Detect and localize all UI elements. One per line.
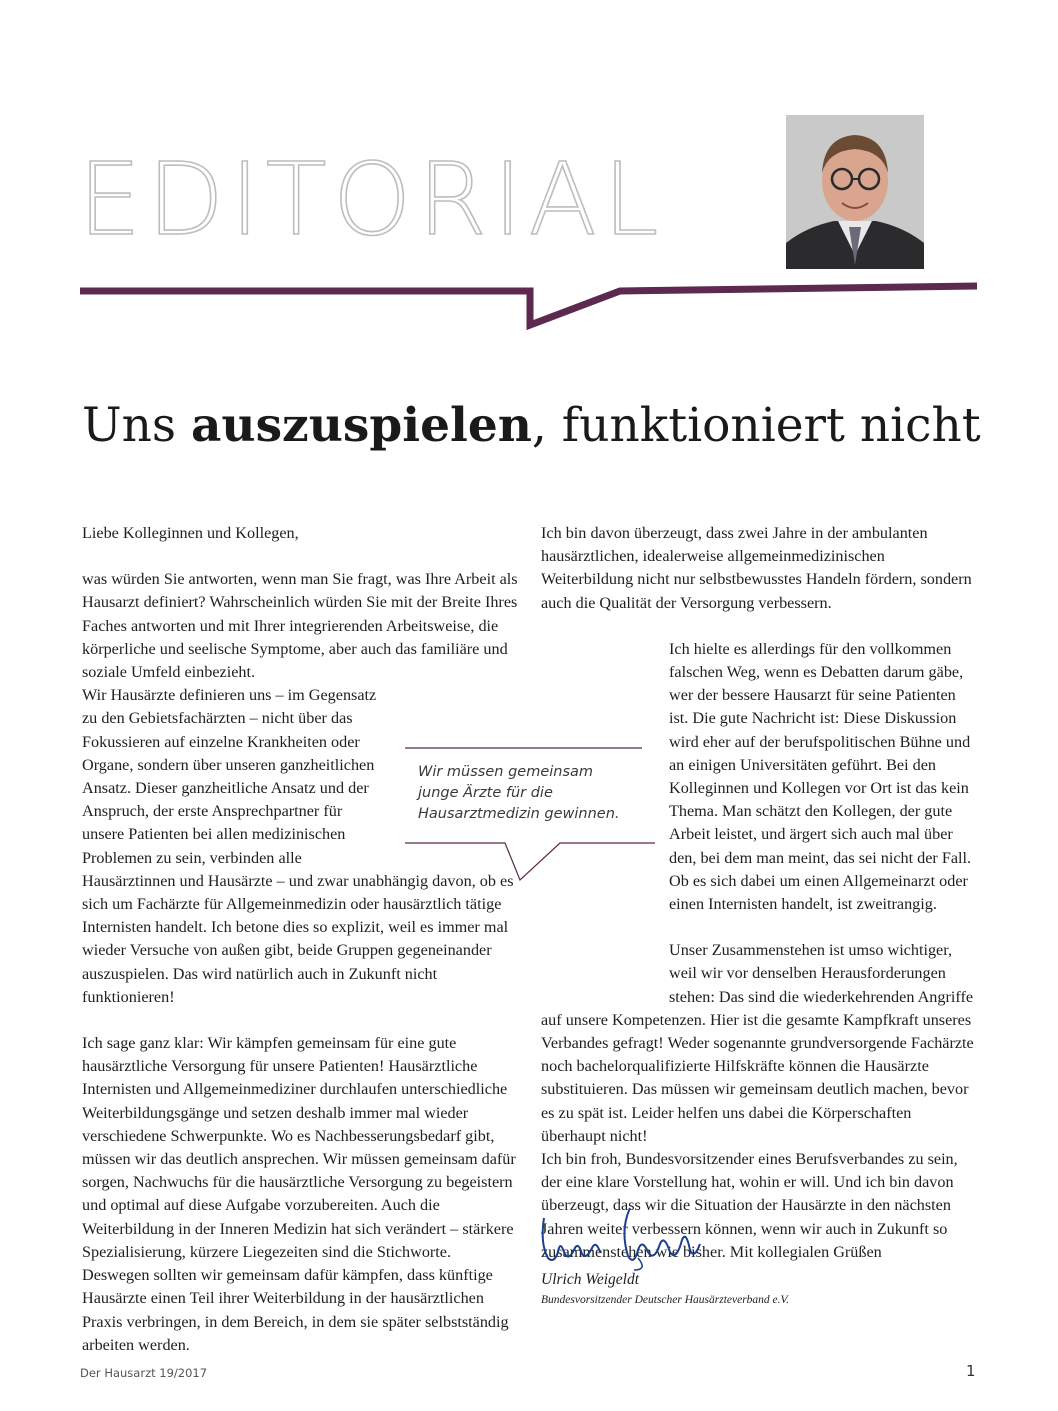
page-number: 1 xyxy=(966,1362,976,1380)
pull-quote-spacer xyxy=(541,847,669,997)
right-column xyxy=(541,522,977,1264)
paragraph: Ich hielte es allerdings für den vollkommen falschen Weg, wenn es Debatten darum gäbe, wer der bessere Hausarzt für seine Patienten ist. Die gute Nachricht ist: Diese Diskussion wird eher auf der berufspolitischen Bühne und an einigen Universitäten geführt. Bei den Kolleginnen und Kollegen vor Ort ist das kein Thema. Man schätzt den Kollegen, der gute Arbeit leistet, und ärgert sich auch mal über den, bei dem man meint, das sei nicht der Fall. Ob es sich dabei um einen Allgemeinarzt oder einen Internisten handelt, ist zweitrangig. xyxy=(541,638,977,916)
paragraph: Unser Zusammenstehen ist umso wichtiger, weil wir vor denselben Herausforderungen stehen: Das sind die wiederkehrenden Angriffe auf unsere Kompetenzen. Hier ist die gesamte Kampfkraft unseres Verbandes gefragt! Weder sogenannte grundversorgende Fachärzte noch bachelorqualifizierte Hilfskräfte können die Hausärzte substituieren. Das müssen wir gemeinsam deutlich machen, bevor es zu spät ist. Leider helfen uns dabei die Körperschaften überhaupt nicht! xyxy=(541,941,974,1145)
paragraph: Ich sage ganz klar: Wir kämpfen gemeinsam für eine gute hausärztliche Versorgung für unsere Patienten! Hausärztliche Internisten und Allgemeinmediziner durchlaufen unterschiedliche Weiterbildungsgänge und setzen deshalb immer mal wieder verschiedene Schwerpunkte. Wo es Nachbesserungsbedarf gibt, müssen wir das deutlich ansprechen. Wir müssen gemeinsam dafür sorgen, Nachwuchs für die hausärztliche Versorgung zu begeistern und optimal auf diese Aufgabe vorzubereiten. Auch die Weiterbildung in der Inneren Medizin hat sich verändert – stärkere Spezialisierung, kürzere Liegezeiten sind die Stichworte. Deswegen sollten wir gemeinsam dafür kämpfen, dass künftige Hausärzte einen Teil ihrer Weiterbildung in der hausärztlichen Praxis verbringen, in dem Bereich, in dem sie später selbstständig arbeiten werden. xyxy=(82,1034,516,1354)
section-kicker: EDITORIAL xyxy=(78,141,665,258)
footer-publication: Der Hausarzt 19/2017 xyxy=(80,1366,208,1380)
paragraph: Liebe Kolleginnen und Kollegen, xyxy=(82,524,299,542)
pull-quote: Wir müssen gemeinsam junge Ärzte für die Hausarztmedizin gewinnen. xyxy=(418,764,620,822)
paragraph: Wir Hausärzte definieren uns – im Gegensatz zu den Gebietsfachärzten – nicht über das Fokussieren auf einzelne Krankheiten oder Organe, sondern über unseren ganzheitlichen Ansatz. Dieser ganzheitliche Ansatz und der Anspruch, der erste Ansprechpartner für unsere Patienten bei allen medizinischen Problemen zu sein, verbinden alle Hausärztinnen und Hausärzte – und zwar unabhängig davon, ob es sich um Fachärzte für Allgemeinmedizin oder hausärztlich tätige Internisten handelt. Ich betone dies so explizit, weil es immer mal wieder Versuche von außen gibt, beide Gruppen gegeneinander auszuspielen. Das wird natürlich auch in Zukunft nicht funktionieren! xyxy=(82,684,518,1009)
headline: Uns auszuspielen, funktioniert nicht xyxy=(82,398,981,453)
paragraph: Ich bin froh, Bundesvorsitzender eines Berufsverbandes zu sein, der eine klare Vorstellung hat, wohin er will. Und ich bin davon überzeugt, dass wir die Situation der Hausärzte in den nächsten Jahren weiter verbessern können, wenn wir auch in Zukunft so zusammenstehen wie bisher. Mit kollegialen Grüßen xyxy=(541,1150,958,1261)
paragraph: was würden Sie antworten, wenn man Sie fragt, was Ihre Arbeit als Hausarzt definiert? Wahrscheinlich würden Sie mit der Breite Ihres Faches antworten und mit Ihrer integrierenden Arbeitsweise, die körperliche und seelische Symptome, aber auch das familiäre und soziale Umfeld einbezieht. xyxy=(82,570,518,682)
handwritten-signature xyxy=(538,1200,718,1272)
signature-role: Bundesvorsitzender Deutscher Hausärzteverband e.V. xyxy=(541,1294,789,1306)
paragraph: Ich bin davon überzeugt, dass zwei Jahre in der ambulanten hausärztlichen, idealerweise allgemeinmedizinischen Weiterbildung nicht nur selbstbewusstes Handeln fördern, sondern auch die Qualität der Versorgung verbessern. xyxy=(541,524,972,612)
signature-name: Ulrich Weigeldt xyxy=(541,1271,640,1288)
